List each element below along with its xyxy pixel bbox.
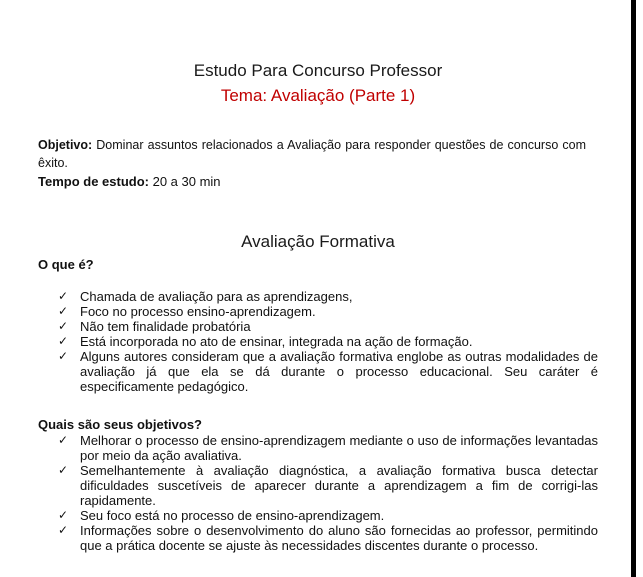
list-item bbox=[58, 463, 598, 508]
study-time-paragraph bbox=[38, 173, 586, 191]
question-heading-what: O que é? bbox=[38, 257, 94, 272]
section-title: Avaliação Formativa bbox=[241, 232, 395, 251]
check-icon: ✓ bbox=[58, 319, 69, 333]
check-icon: ✓ bbox=[58, 334, 69, 348]
study-time-value: 20 a 30 min bbox=[148, 174, 221, 189]
what-list bbox=[58, 289, 598, 394]
list-item-text: Semelhantemente à avaliação diagnóstica, a avaliação formativa busca detectar dificuldades suscetíveis de aparecer durante a aprendizagem a fim de corrigi-las rapidamente. bbox=[80, 463, 598, 508]
list-item bbox=[58, 334, 598, 349]
study-time-label: Tempo de estudo: bbox=[38, 174, 149, 189]
list-item-text: Alguns autores consideram que a avaliação formativa englobe as outras modalidades de avaliação já que ela se dá durante o processo educacional. Seu caráter é especificamente pedagógico. bbox=[80, 349, 598, 394]
check-icon: ✓ bbox=[58, 523, 69, 537]
check-icon: ✓ bbox=[58, 349, 69, 363]
page-subtitle: Tema: Avaliação (Parte 1) bbox=[220, 86, 416, 105]
list-item bbox=[58, 289, 598, 304]
list-item bbox=[58, 319, 598, 334]
list-item-text: Melhorar o processo de ensino-aprendizagem mediante o uso de informações levantadas por meio da ação avaliativa. bbox=[80, 433, 598, 463]
list-item-text: Está incorporada no ato de ensinar, integrada na ação de formação. bbox=[80, 334, 473, 349]
page-title: Estudo Para Concurso Professor bbox=[193, 61, 443, 80]
objective-text: Dominar assuntos relacionados a Avaliação para responder questões de concurso com êxito. bbox=[38, 138, 586, 170]
list-item bbox=[58, 508, 598, 523]
list-item-text: Não tem finalidade probatória bbox=[80, 319, 251, 334]
list-item bbox=[58, 304, 598, 319]
check-icon: ✓ bbox=[58, 433, 69, 447]
check-icon: ✓ bbox=[58, 508, 69, 522]
check-icon: ✓ bbox=[58, 304, 69, 318]
list-item bbox=[58, 349, 598, 394]
check-icon: ✓ bbox=[58, 289, 69, 303]
list-item bbox=[58, 433, 598, 463]
list-item-text: Foco no processo ensino-aprendizagem. bbox=[80, 304, 316, 319]
objective-paragraph bbox=[38, 136, 586, 172]
objective-label: Objetivo: bbox=[38, 138, 93, 152]
objectives-list bbox=[58, 433, 598, 553]
list-item-text: Seu foco está no processo de ensino-aprendizagem. bbox=[80, 508, 385, 523]
list-item-text: Chamada de avaliação para as aprendizagens, bbox=[80, 289, 353, 304]
question-heading-objectives: Quais são seus objetivos? bbox=[38, 417, 202, 432]
check-icon: ✓ bbox=[58, 463, 69, 477]
list-item bbox=[58, 523, 598, 553]
list-item-text: Informações sobre o desenvolvimento do aluno são fornecidas ao professor, permitindo que a prática docente se ajuste às necessidades discentes durante o processo. bbox=[80, 523, 598, 553]
